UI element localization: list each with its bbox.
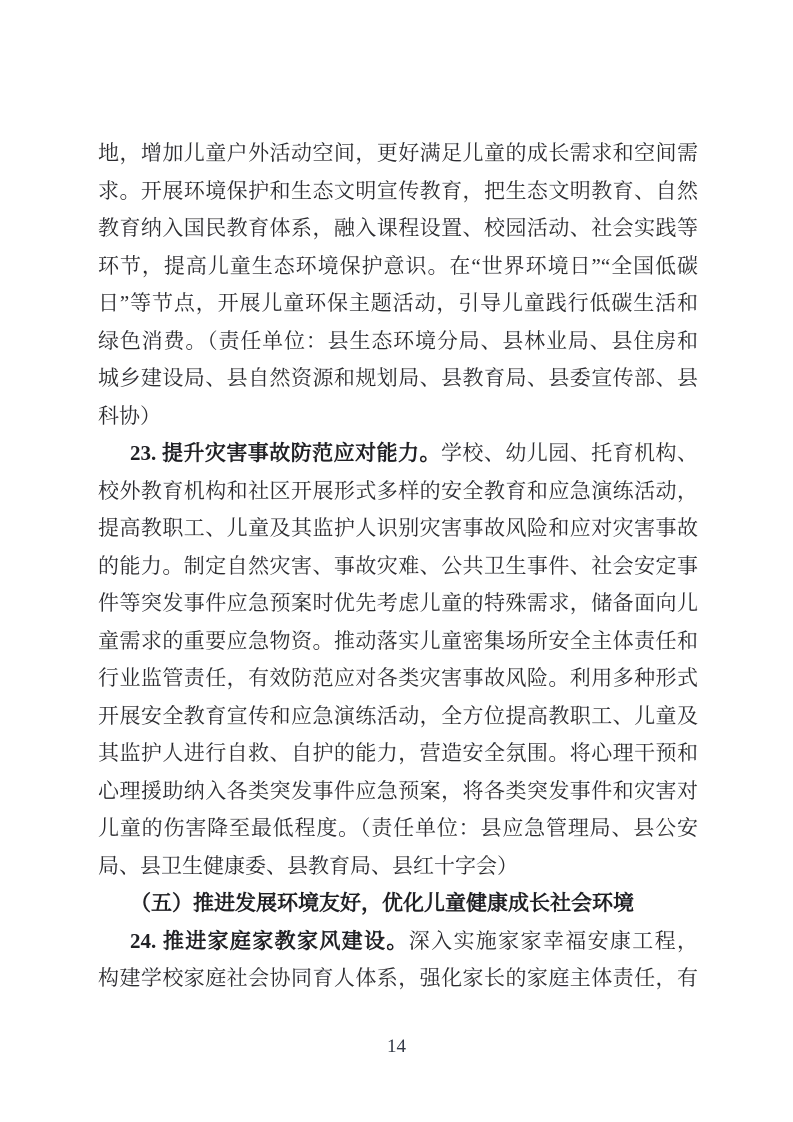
text-line xyxy=(98,848,698,886)
line-text: 儿童的伤害降至最低程度。（责任单位：县应急管理局、县公安 xyxy=(98,816,698,840)
line-text: 城乡建设局、县自然资源和规划局、县教育局、县委宣传部、县 xyxy=(98,366,698,390)
text-line xyxy=(98,660,698,698)
text-line xyxy=(98,585,698,623)
text-line-item-23-heading xyxy=(98,435,698,473)
line-text: 求。开展环境保护和生态文明宣传教育，把生态文明教育、自然 xyxy=(98,178,698,203)
text-line xyxy=(98,698,698,736)
line-text: 童需求的重要应急物资。推动落实儿童密集场所安全主体责任和 xyxy=(98,628,698,653)
text-line xyxy=(98,623,698,661)
text-line xyxy=(98,398,698,436)
text-line xyxy=(98,960,698,998)
line-text: 心理援助纳入各类突发事件应急预案，将各类突发事件和灾害对 xyxy=(98,778,698,803)
line-text: 地，增加儿童户外活动空间，更好满足儿童的成长需求和空间需 xyxy=(98,141,698,165)
line-text: 深入实施家家幸福安康工程， xyxy=(408,928,698,953)
line-text: 的能力。制定自然灾害、事故灾难、公共卫生事件、社会安定事 xyxy=(98,553,698,578)
text-line xyxy=(98,548,698,586)
line-text: 科协） xyxy=(98,403,161,428)
line-text: 提高教职工、儿童及其监护人识别灾害事故风险和应对灾害事故 xyxy=(98,516,698,540)
line-text: 局、县卫生健康委、县教育局、县红十字会） xyxy=(98,853,518,878)
text-line xyxy=(98,248,698,286)
line-text: 构建学校家庭社会协同育人体系，强化家长的家庭主体责任，有 xyxy=(98,966,698,990)
line-text: 学校、幼儿园、托育机构、 xyxy=(440,441,698,465)
line-text: 校外教育机构和社区开展形式多样的安全教育和应急演练活动， xyxy=(98,478,698,503)
text-line xyxy=(98,810,698,848)
text-line xyxy=(98,135,698,173)
text-line xyxy=(98,210,698,248)
text-line xyxy=(98,473,698,511)
text-line-item-24-heading xyxy=(98,923,698,961)
text-line xyxy=(98,173,698,211)
line-text: 其监护人进行自救、自护的能力，营造安全氛围。将心理干预和 xyxy=(98,741,698,765)
line-text: 行业监管责任，有效防范应对各类灾害事故风险。利用多种形式 xyxy=(98,666,698,690)
text-line xyxy=(98,773,698,811)
text-line xyxy=(98,735,698,773)
line-text: 绿色消费。（责任单位：县生态环境分局、县林业局、县住房和 xyxy=(98,328,698,353)
text-line xyxy=(98,323,698,361)
page-number: 14 xyxy=(387,1036,406,1057)
text-line xyxy=(98,360,698,398)
text-block xyxy=(98,135,698,998)
line-bold-text: 23. 提升灾害事故防范应对能力。 xyxy=(130,441,441,465)
section-heading-5 xyxy=(98,885,698,923)
line-text: 件等突发事件应急预案时优先考虑儿童的特殊需求，储备面向儿 xyxy=(98,591,698,615)
line-text: 开展安全教育宣传和应急演练活动，全方位提高教职工、儿童及 xyxy=(98,703,698,728)
line-bold-text: 24. 推进家庭家教家风建设。 xyxy=(130,928,409,953)
text-line xyxy=(98,510,698,548)
line-text: 日”等节点，开展儿童环保主题活动，引导儿童践行低碳生活和 xyxy=(98,291,698,315)
text-line xyxy=(98,285,698,323)
line-bold-text: （五）推进发展环境友好，优化儿童健康成长社会环境 xyxy=(130,891,634,915)
line-text: 教育纳入国民教育体系，融入课程设置、校园活动、社会实践等 xyxy=(98,216,698,240)
line-text: 环节，提高儿童生态环境保护意识。在“世界环境日”“全国低碳 xyxy=(98,253,698,278)
